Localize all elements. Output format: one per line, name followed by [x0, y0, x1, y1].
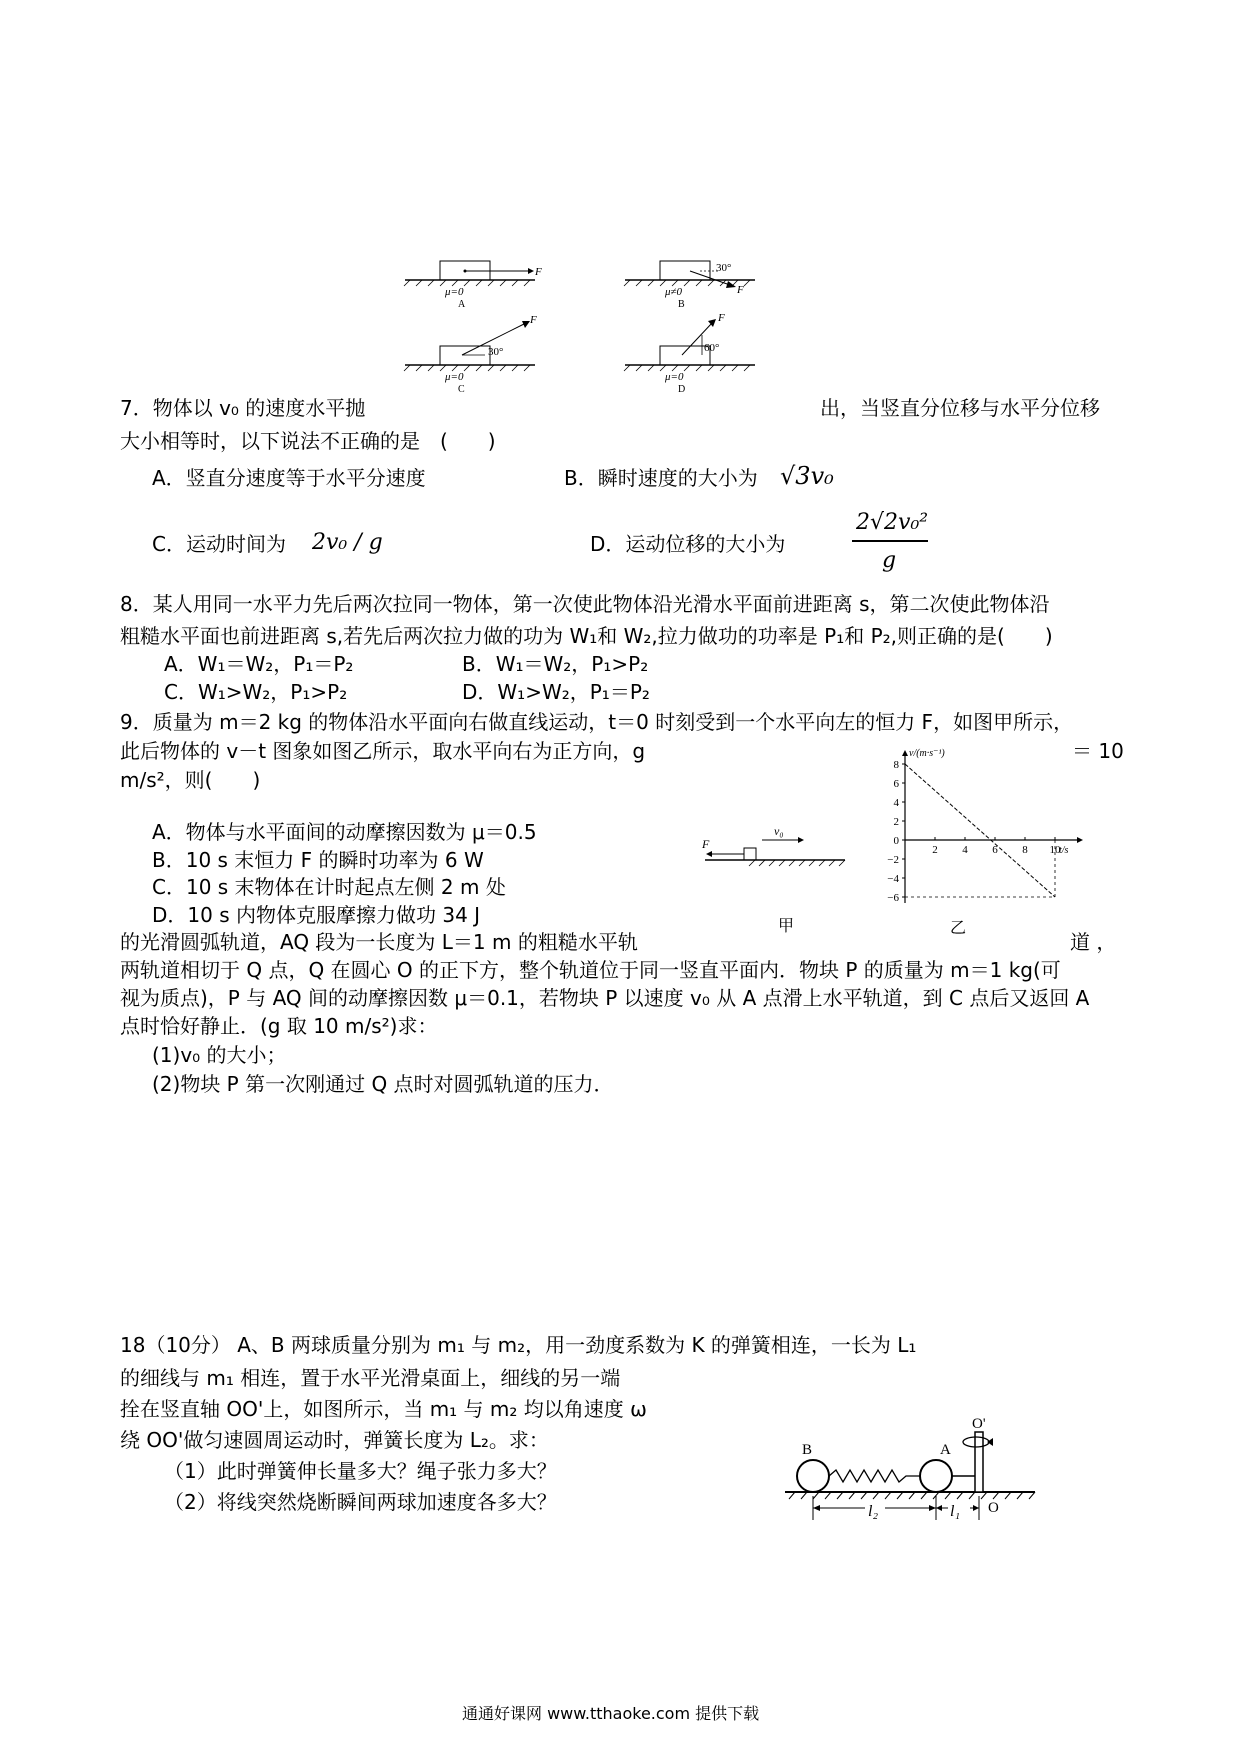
q9-line2-right: ＝ 10: [1072, 739, 1124, 763]
x-tick-label: 10: [1049, 844, 1061, 856]
x-tick-label: 4: [962, 844, 968, 856]
q9-figure-jia: [700, 820, 850, 880]
q7-line1-right: 出，当竖直分位移与水平分位移: [820, 396, 1100, 420]
q9-line2-left: 此后物体的 v－t 图象如图乙所示，取水平向右为正方向，g: [120, 739, 646, 763]
q7-option-a: A．竖直分速度等于水平分速度: [152, 466, 426, 490]
panel-d-mu: μ=0: [665, 371, 684, 383]
y-tick-label: −4: [887, 873, 899, 885]
panel-c: [404, 314, 537, 395]
jia-velocity-label: v₀: [774, 824, 784, 838]
q18-sub1: （1）此时弹簧伸长量多大？绳子张力多大？: [164, 1459, 557, 1483]
label-b: B: [802, 1442, 813, 1458]
q8-option-d: D．W₁>W₂，P₁＝P₂: [462, 680, 650, 704]
q17-line2: 两轨道相切于 Q 点，Q 在圆心 O 的正下方，整个轨道位于同一竖直平面内．物块 P 的质量为 m＝1 kg(可: [120, 958, 1061, 982]
q7-line2: 大小相等时，以下说法不正确的是 ( ): [120, 429, 496, 453]
q7-option-d-numerator: 2√2v₀²: [856, 510, 929, 535]
q7-option-b: B．瞬时速度的大小为: [564, 466, 758, 490]
panel-b-mu: μ≠0: [665, 286, 683, 298]
q18-sub2: （2）将线突然烧断瞬间两球加速度各多大？: [164, 1490, 557, 1514]
panel-a: [404, 261, 542, 310]
label-l1: l₁: [950, 1503, 961, 1520]
ball-a: [920, 1460, 952, 1492]
q9-option-b: B．10 s 末恒力 F 的瞬时功率为 6 W: [152, 848, 484, 872]
x-axis-arrow: [1077, 837, 1083, 843]
panel-b-angle: 30°: [716, 262, 732, 274]
y-tick-label: 6: [893, 778, 899, 790]
panel-c-force: F: [530, 314, 537, 326]
y-tick-label: 4: [893, 797, 899, 809]
y-tick-label: 0: [893, 835, 899, 847]
y-tick-label: −6: [887, 892, 899, 904]
vertical-axis: [975, 1432, 983, 1492]
y-axis-arrow: [902, 750, 908, 756]
q18-line1: 18（10分） A、B 两球质量分别为 m₁ 与 m₂，用一劲度系数为 K 的弹簧相连，一长为 L₁: [120, 1333, 917, 1357]
panel-b-force: F: [737, 284, 744, 296]
q18-line3: 拴在竖直轴 OO'上，如图所示，当 m₁ 与 m₂ 均以角速度 ω: [120, 1397, 647, 1421]
q7-option-d: D．运动位移的大小为: [590, 532, 786, 556]
x-tick-label: 2: [932, 844, 938, 856]
q7-option-b-math: √3v₀: [780, 462, 834, 490]
force-diagram-panels: [400, 255, 780, 405]
q17-sub2: (2)物块 P 第一次刚通过 Q 点时对圆弧轨道的压力．: [152, 1072, 614, 1096]
panel-b: [624, 261, 755, 310]
label-l2: l₂: [868, 1503, 879, 1520]
q9-line1: 9．质量为 m＝2 kg 的物体沿水平面向右做直线运动，t＝0 时刻受到一个水平向左的恒力 F，如图甲所示，: [120, 710, 1074, 734]
label-o-top: O': [972, 1416, 986, 1432]
q7-option-d-denominator: g: [882, 548, 897, 573]
y-axis-label: v/(m·s⁻¹): [909, 748, 945, 759]
panel-d-angle: 60°: [704, 342, 720, 354]
panel-a-label: A: [458, 299, 466, 310]
q18-line4: 绕 OO'做匀速圆周运动时，弹簧长度为 L₂。求：: [120, 1428, 549, 1452]
page-footer: 通通好课网 www.tthaoke.com 提供下载: [462, 1704, 760, 1723]
panel-d-force: F: [718, 312, 725, 324]
q9-caption-jia: 甲: [778, 916, 795, 935]
q17-line3: 视为质点)，P 与 AQ 间的动摩擦因数 μ＝0.1，若物块 P 以速度 v₀ 从 A 点滑上水平轨道，到 C 点后又返回 A: [120, 986, 1090, 1010]
x-tick-label: 8: [1022, 844, 1028, 856]
q8-option-a: A．W₁＝W₂，P₁＝P₂: [164, 652, 354, 676]
q7-line1-left: 7．物体以 v₀ 的速度水平抛: [120, 396, 366, 420]
q17-line1-left: 的光滑圆弧轨道，AQ 段为一长度为 L＝1 m 的粗糙水平轨: [120, 930, 638, 954]
q17-line4: 点时恰好静止．(g 取 10 m/s²)求：: [120, 1014, 438, 1038]
spring: [829, 1470, 920, 1482]
y-tick-label: −2: [887, 854, 899, 866]
q8-line1: 8．某人用同一水平力先后两次拉同一物体，第一次使此物体沿光滑水平面前进距离 s，第二次使此物体沿: [120, 592, 1050, 616]
vt-chart: [875, 740, 1095, 925]
q9-caption-yi: 乙: [950, 918, 967, 937]
label-a: A: [940, 1442, 951, 1458]
panel-b-label: B: [678, 299, 685, 310]
q9-option-c: C．10 s 末物体在计时起点左侧 2 m 处: [152, 875, 506, 899]
q7-option-d-fraction-bar: [852, 540, 928, 542]
jia-force-label: F: [702, 837, 710, 851]
x-axis-label: t/s: [1059, 845, 1069, 856]
panel-a-force: F: [535, 266, 542, 278]
panel-a-mu: μ=0: [445, 286, 464, 298]
ball-b: [797, 1460, 829, 1492]
y-tick-label: 8: [893, 759, 899, 771]
y-tick-label: 2: [893, 816, 899, 828]
q18-spring-figure: [780, 1416, 1040, 1530]
panel-d: [624, 312, 755, 395]
panel-d-label: D: [678, 384, 686, 395]
q9-line3: m/s²，则( ): [120, 768, 261, 792]
x-tick-label: 6: [992, 844, 998, 856]
q7-option-c-math: 2v₀ / g: [312, 530, 383, 555]
label-o-bottom: O: [988, 1500, 999, 1516]
series-line: [905, 764, 1055, 897]
panel-c-angle: 30°: [488, 346, 504, 358]
q18-line2: 的细线与 m₁ 相连，置于水平光滑桌面上，细线的另一端: [120, 1366, 621, 1390]
q8-option-c: C．W₁>W₂，P₁>P₂: [164, 680, 348, 704]
q8-option-b: B．W₁＝W₂，P₁>P₂: [462, 652, 649, 676]
q9-option-a: A．物体与水平面间的动摩擦因数为 μ＝0.5: [152, 820, 537, 844]
q7-option-c: C．运动时间为: [152, 532, 286, 556]
panel-c-mu: μ=0: [445, 371, 464, 383]
q8-line2: 粗糙水平面也前进距离 s,若先后两次拉力做的功为 W₁和 W₂,拉力做功的功率是 P₁和 P₂,则正确的是( ): [120, 624, 1053, 648]
q17-line1-right: 道 ，: [1070, 930, 1117, 954]
q9-option-d: D．10 s 内物体克服摩擦力做功 34 J: [152, 903, 481, 927]
q17-sub1: (1)v₀ 的大小；: [152, 1043, 287, 1067]
panel-c-label: C: [458, 384, 465, 395]
